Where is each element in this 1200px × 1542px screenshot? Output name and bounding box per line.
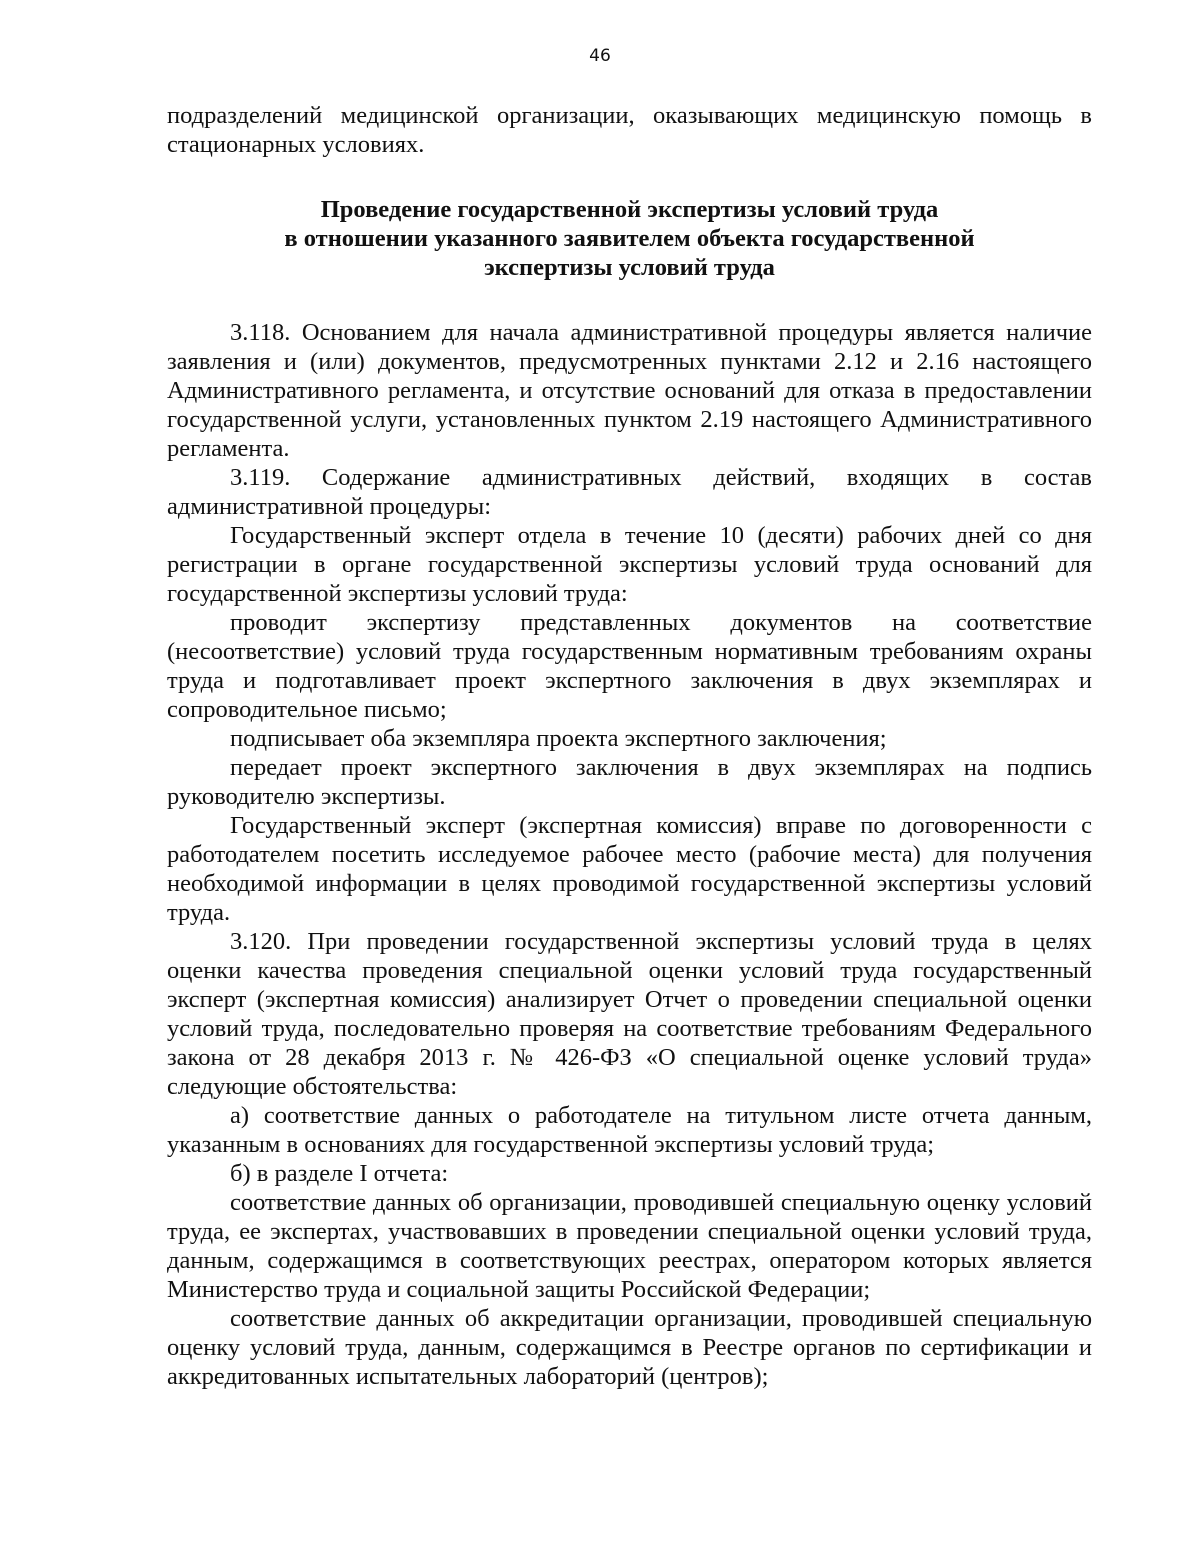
- list-item-b-accreditation: соответствие данных об аккредитации организации, проводившей специальную оценку условий труда, данным, содержащимся в Реестре органов по сертификации и аккредитованных испытательных лабораторий (центров);: [167, 1305, 1092, 1390]
- paragraph-3-118: 3.118. Основанием для начала административной процедуры является наличие заявления и (или) документов, предусмотренных пунктами 2.12 и 2.16 настоящего Административного регламента, и отсутствие оснований для отказа в предоставлении государственной услуги, установленных пунктом 2.19 настоящего Административного регламента.: [167, 319, 1092, 462]
- spacer: [167, 159, 1092, 195]
- paragraph-3-119: 3.119. Содержание административных действий, входящих в состав административной процедуры:: [167, 464, 1092, 520]
- spacer: [167, 282, 1092, 318]
- section-heading-line-3: экспертизы условий труда: [484, 254, 775, 281]
- section-heading: [167, 195, 1092, 282]
- list-item-b-organization: соответствие данных об организации, проводившей специальную оценку условий труда, ее экспертах, участвовавших в проведении специальной оценки условий труда, данным, содержащимся в соответствующих реестрах, оператором которых является Министерство труда и социальной защиты Российской Федерации;: [167, 1189, 1092, 1303]
- paragraph-workplace-visit: Государственный эксперт (экспертная комиссия) вправе по договоренности с работодателем посетить исследуемое рабочее место (рабочие места) для получения необходимой информации в целях проводимой государственной экспертизы условий труда.: [167, 812, 1092, 926]
- list-item-b: б) в разделе I отчета:: [230, 1160, 449, 1187]
- section-heading-line-2: в отношении указанного заявителем объекта государственной: [284, 225, 975, 252]
- paragraph-expert-intro: Государственный эксперт отдела в течение 10 (десяти) рабочих дней со дня регистрации в органе государственной экспертизы условий труда оснований для государственной экспертизы условий труда:: [167, 522, 1092, 607]
- paragraph-action-sign: подписывает оба экземпляра проекта экспертного заключения;: [230, 725, 887, 752]
- section-heading-line-1: Проведение государственной экспертизы условий труда: [320, 196, 939, 223]
- paragraph-action-transfer: передает проект экспертного заключения в двух экземплярах на подпись руководителю экспертизы.: [167, 754, 1092, 810]
- paragraph-3-120: 3.120. При проведении государственной экспертизы условий труда в целях оценки качества проведения специальной оценки условий труда государственный эксперт (экспертная комиссия) анализирует Отчет о проведении специальной оценки условий труда, последовательно проверяя на соответствие требованиям Федерального закона от 28 декабря 2013 г. № 426-ФЗ «О специальной оценке условий труда» следующие обстоятельства:: [167, 928, 1092, 1100]
- list-item-a: а) соответствие данных о работодателе на титульном листе отчета данным, указанным в основаниях для государственной экспертизы условий труда;: [167, 1102, 1092, 1158]
- document-body: [167, 101, 1092, 1391]
- paragraph-action-examination: проводит экспертизу представленных документов на соответствие (несоответствие) условий труда государственным нормативным требованиям охраны труда и подготавливает проект экспертного заключения в двух экземплярах и сопроводительное письмо;: [167, 609, 1092, 723]
- intro-paragraph: подразделений медицинской организации, оказывающих медицинскую помощь в стационарных условиях.: [167, 102, 1092, 158]
- page-number: 46: [589, 46, 611, 66]
